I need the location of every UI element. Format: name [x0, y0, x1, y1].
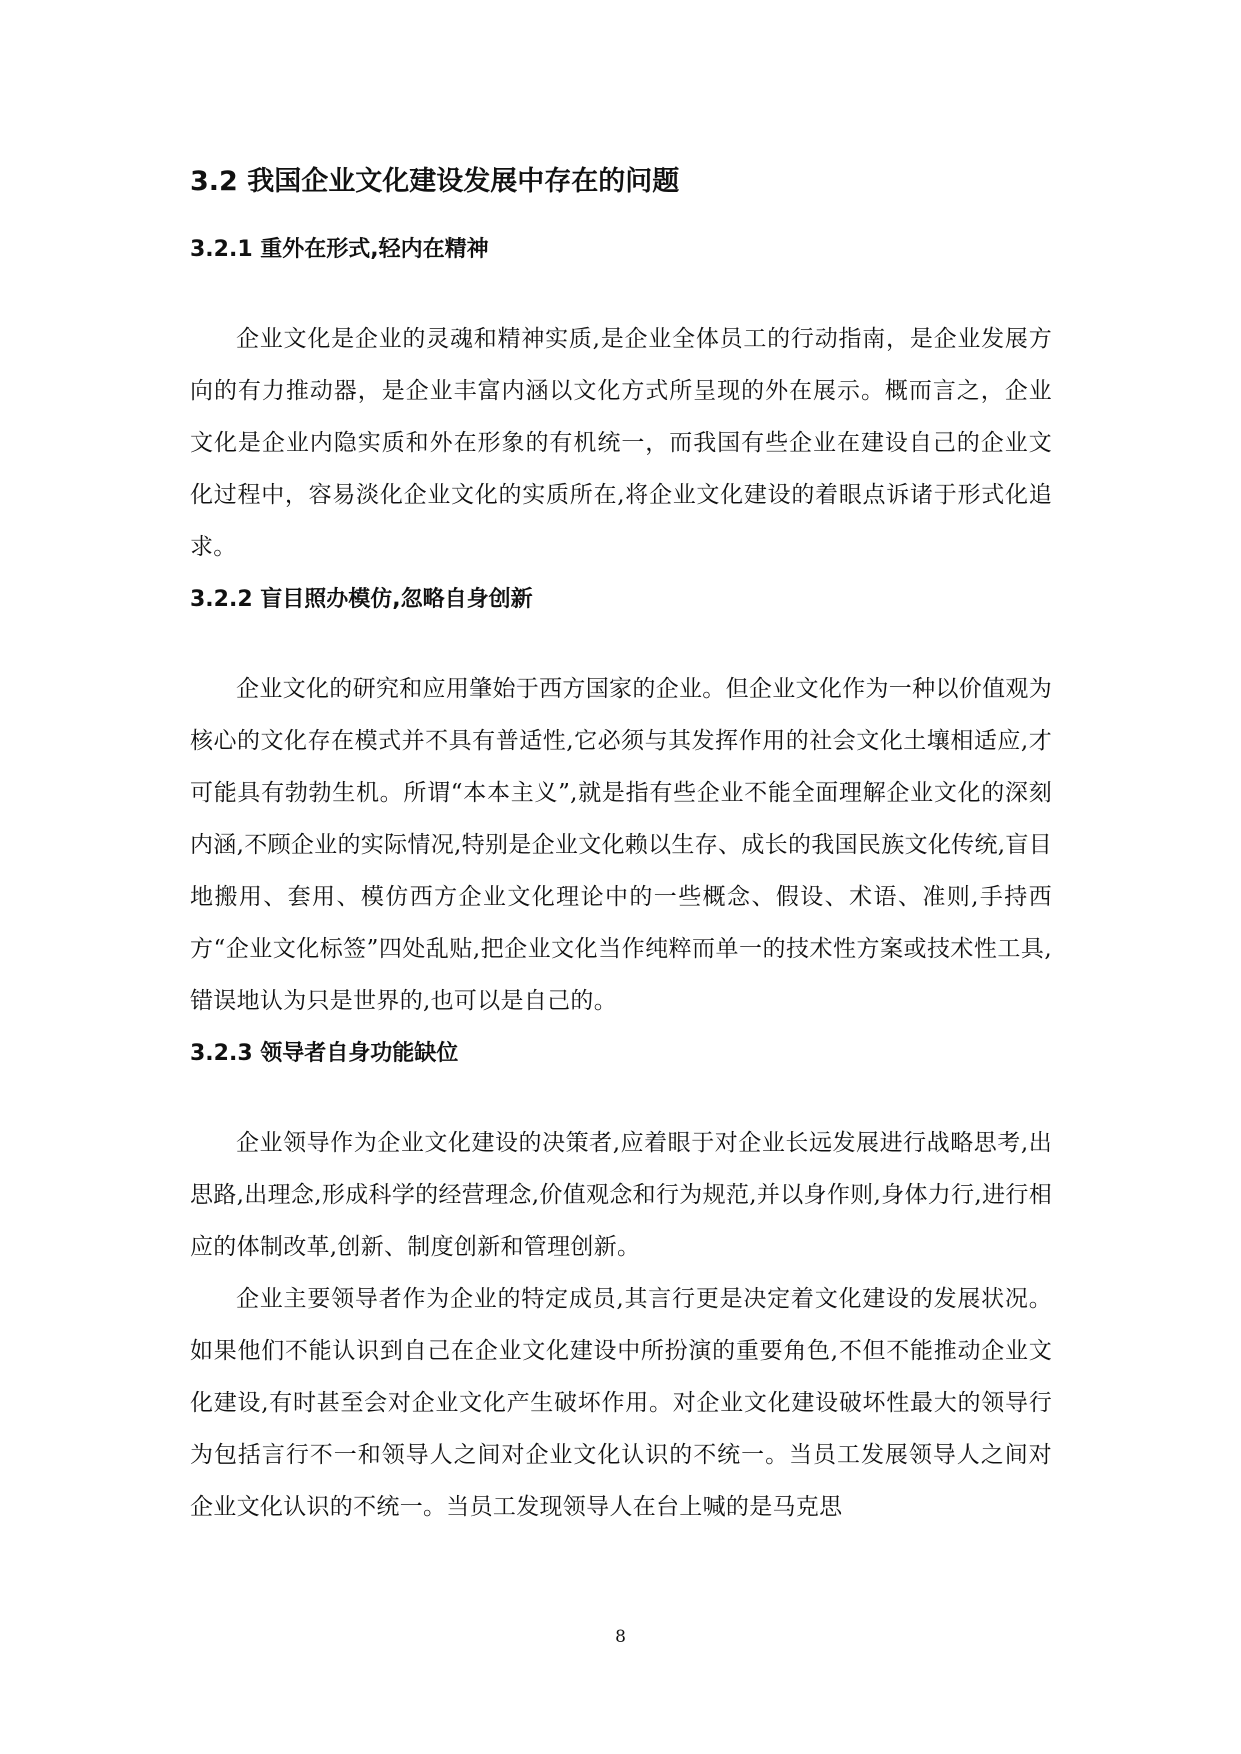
paragraph-3-2-3-b: 企业主要领导者作为企业的特定成员,其言行更是决定着文化建设的发展状况。如果他们不能认识到自己在企业文化建设中所扮演的重要角色,不但不能推动企业文化建设,有时甚至会对企业文化产生破坏作用。对企业文化建设破坏性最大的领导行为包括言行不一和领导人之间对企业文化认识的不统一。当员工发展领导人之间对企业文化认识的不统一。当员工发现领导人在台上喊的是马克思	[190, 1286, 1052, 1520]
section-title: 3.2 我国企业文化建设发展中存在的问题	[190, 166, 680, 197]
paragraph-3-2-1: 企业文化是企业的灵魂和精神实质,是企业全体员工的行动指南，是企业发展方向的有力推动器，是企业丰富内涵以文化方式所呈现的外在展示。概而言之，企业文化是企业内隐实质和外在形象的有机统一，而我国有些企业在建设自己的企业文化过程中，容易淡化企业文化的实质所在,将企业文化建设的着眼点诉诸于形式化追求。	[190, 326, 1052, 560]
subsection-heading-3-2-2: 3.2.2 盲目照办模仿,忽略自身创新	[190, 587, 533, 612]
paragraph-3-2-2: 企业文化的研究和应用肇始于西方国家的企业。但企业文化作为一种以价值观为核心的文化存在模式并不具有普适性,它必须与其发挥作用的社会文化土壤相适应,才可能具有勃勃生机。所谓“本本主义”,就是指有些企业不能全面理解企业文化的深刻内涵,不顾企业的实际情况,特别是企业文化赖以生存、成长的我国民族文化传统,盲目地搬用、套用、模仿西方企业文化理论中的一些概念、假设、术语、准则,手持西方“企业文化标签”四处乱贴,把企业文化当作纯粹而单一的技术性方案或技术性工具,错误地认为只是世界的,也可以是自己的。	[190, 676, 1052, 1014]
page-content	[190, 163, 1052, 1533]
subsection-heading-3-2-1: 3.2.1 重外在形式,轻内在精神	[190, 237, 489, 262]
subsection-heading-3-2-3: 3.2.3 领导者自身功能缺位	[190, 1041, 459, 1066]
paragraph-3-2-3-a: 企业领导作为企业文化建设的决策者,应着眼于对企业长远发展进行战略思考,出思路,出理念,形成科学的经营理念,价值观念和行为规范,并以身作则,身体力行,进行相应的体制改革,创新、制度创新和管理创新。	[190, 1130, 1052, 1260]
page-number: 8	[615, 1627, 626, 1647]
